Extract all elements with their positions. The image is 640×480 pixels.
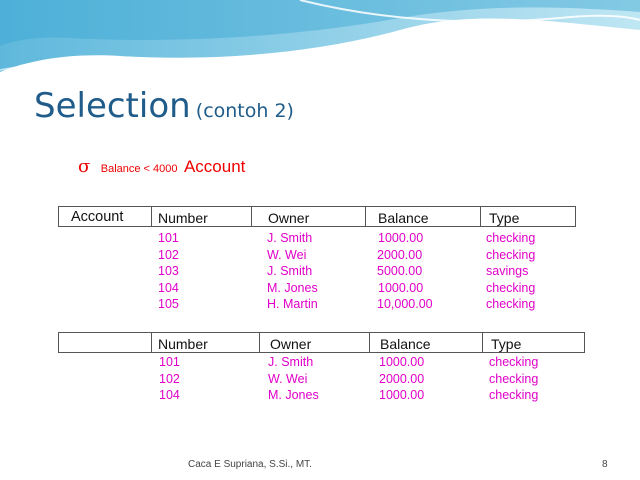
table1-cell: 1000.00 — [378, 231, 424, 245]
table1-cell: 105 — [158, 297, 179, 311]
slide-title — [34, 86, 294, 126]
selection-expression — [78, 156, 245, 177]
table2-header-cell: Number — [151, 333, 259, 352]
table2-cell: checking — [489, 388, 539, 402]
table1-header-cell: Type — [480, 207, 577, 226]
table1-relation-label: Account — [71, 209, 124, 225]
table-row — [58, 297, 576, 314]
table2-cell: checking — [489, 355, 539, 369]
table1-cell: checking — [486, 231, 536, 245]
table-row — [58, 372, 585, 389]
table1-cell: 104 — [158, 280, 179, 295]
table1-cell: J. Smith — [267, 231, 313, 245]
table1-cell: checking — [486, 280, 536, 295]
selection-condition: Balance < 4000 — [100, 163, 178, 175]
table1-cell: M. Jones — [267, 280, 318, 295]
table1-cell: 2000.00 — [377, 247, 423, 262]
table1-header-cell: Owner — [251, 207, 365, 226]
table1-cell: H. Martin — [267, 297, 318, 311]
table-row — [58, 231, 576, 248]
table2-header-cell: Type — [482, 333, 586, 352]
table2-cell: 102 — [159, 371, 180, 386]
table1-cell: 101 — [158, 231, 179, 245]
table2-cell: 2000.00 — [379, 371, 425, 386]
table1-cell: checking — [486, 247, 536, 262]
header-wave-decoration — [0, 0, 640, 80]
table1-header-cell: Number — [151, 207, 251, 226]
table2-cell: 104 — [159, 388, 180, 402]
footer-author: Caca E Supriana, S.Si., MT. — [188, 459, 312, 470]
table2-body — [58, 355, 585, 405]
table-row — [58, 355, 585, 372]
sigma-symbol: σ — [78, 156, 91, 177]
table2-header-cell: Balance — [369, 333, 482, 352]
table1-cell: 5000.00 — [377, 264, 423, 278]
table2-cell: 101 — [159, 355, 180, 369]
table1-cell: 103 — [158, 264, 179, 278]
table1-cell: J. Smith — [267, 264, 313, 278]
table1-body — [58, 231, 576, 314]
page-number: 8 — [602, 459, 608, 470]
table2-cell: M. Jones — [268, 388, 319, 402]
table-row — [58, 388, 585, 405]
table1-cell: 102 — [158, 247, 179, 262]
table2-relation-label — [59, 333, 151, 352]
selection-relation: Account — [183, 157, 246, 176]
table2-cell: 1000.00 — [379, 388, 425, 402]
table-row — [58, 248, 576, 265]
slide-title-sub: (contoh 2) — [195, 100, 294, 122]
table2-cell: W. Wei — [268, 371, 308, 386]
table1-cell: 1000.00 — [378, 280, 424, 295]
table1-cell: savings — [486, 264, 529, 278]
table2-cell: checking — [489, 371, 539, 386]
slide-title-main: Selection — [34, 86, 191, 126]
table2-header-cell: Owner — [259, 333, 369, 352]
table-row — [58, 264, 576, 281]
table2-header — [58, 332, 585, 353]
table2-cell: 1000.00 — [379, 355, 425, 369]
table2-cell: J. Smith — [268, 355, 314, 369]
table1-cell: checking — [486, 297, 536, 311]
table1-cell: W. Wei — [267, 247, 307, 262]
table1-cell: 10,000.00 — [377, 297, 433, 311]
table1-header-cell: Balance — [365, 207, 480, 226]
table-row — [58, 281, 576, 298]
table1-header — [58, 206, 576, 227]
